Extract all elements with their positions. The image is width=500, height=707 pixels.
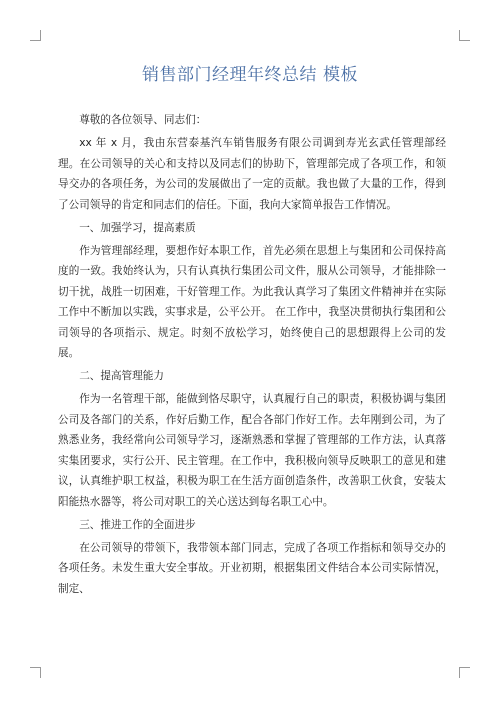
- crop-mark-top-right: [459, 30, 470, 41]
- section-heading-2: 二、提高管理能力: [79, 370, 164, 382]
- section-2-paragraph: 作为一名管理干部，能做到恪尽职守，认真履行自己的职责，积极协调与集团公司及各部门的关系，作好后勤工作，配合各部门作好工作。去年刚到公司，为了熟悉业务，我经常向公司领导学习，逐渐熟悉和掌握了管理部的工作方法，认真落实集团要求，实行公开、民主管理。在工作中，我积极向领导反映职工的意见和建议，认真维护职工权益，积极为职工在生活方面创造条件，改善职工伙食，安装太阳能热水器等，将公司对职工的关心送达到每名职工心中。: [58, 393, 446, 508]
- document-body: [58, 110, 446, 602]
- crop-mark-top-left: [30, 30, 41, 41]
- section-1-paragraph: 作为管理部经理，要想作好本职工作，首先必须在思想上与集团和公司保持高度的一致。我始终认为，只有认真执行集团公司文件，服从公司领导，才能排除一切干扰，战胜一切困难，干好管理工作。为此我认真学习了集团文件精神并在实际工作中不断加以实践，实事求是，公平公开。 在工作中，我坚决贯彻执行集团和公司领导的各项指示、规定。时刻不放松学习，始终使自己的思想跟得上公司的发展。: [58, 244, 446, 359]
- section-3-paragraph: 在公司领导的带领下，我带领本部门同志，完成了各项工作指标和领导交办的各项任务。未发生重大安全事故。开业初期，根据集团文件结合本公司实际情况，制定、: [58, 541, 446, 595]
- crop-mark-bottom-left: [30, 667, 41, 678]
- salutation: 尊敬的各位领导、同志们：: [79, 114, 207, 126]
- section-heading-3: 三、推进工作的全面进步: [79, 518, 196, 531]
- section-heading-1: 一、加强学习，提高素质: [79, 221, 196, 234]
- crop-mark-bottom-right: [459, 667, 470, 678]
- document-title: 销售部门经理年终总结 模板: [142, 65, 358, 85]
- intro-paragraph: xx 年 x 月，我由东营泰基汽车销售服务有限公司调到寿光玄武任管理部经理。在公司领导的关心和支持以及同志们的协助下，管理部完成了各项工作，和领导交办的各项任务，为公司的发展做出了一定的贡献。我也做了大量的工作，得到了公司领导的肯定和同志们的信任。下面，我向大家简单报告工作情况。: [58, 137, 446, 211]
